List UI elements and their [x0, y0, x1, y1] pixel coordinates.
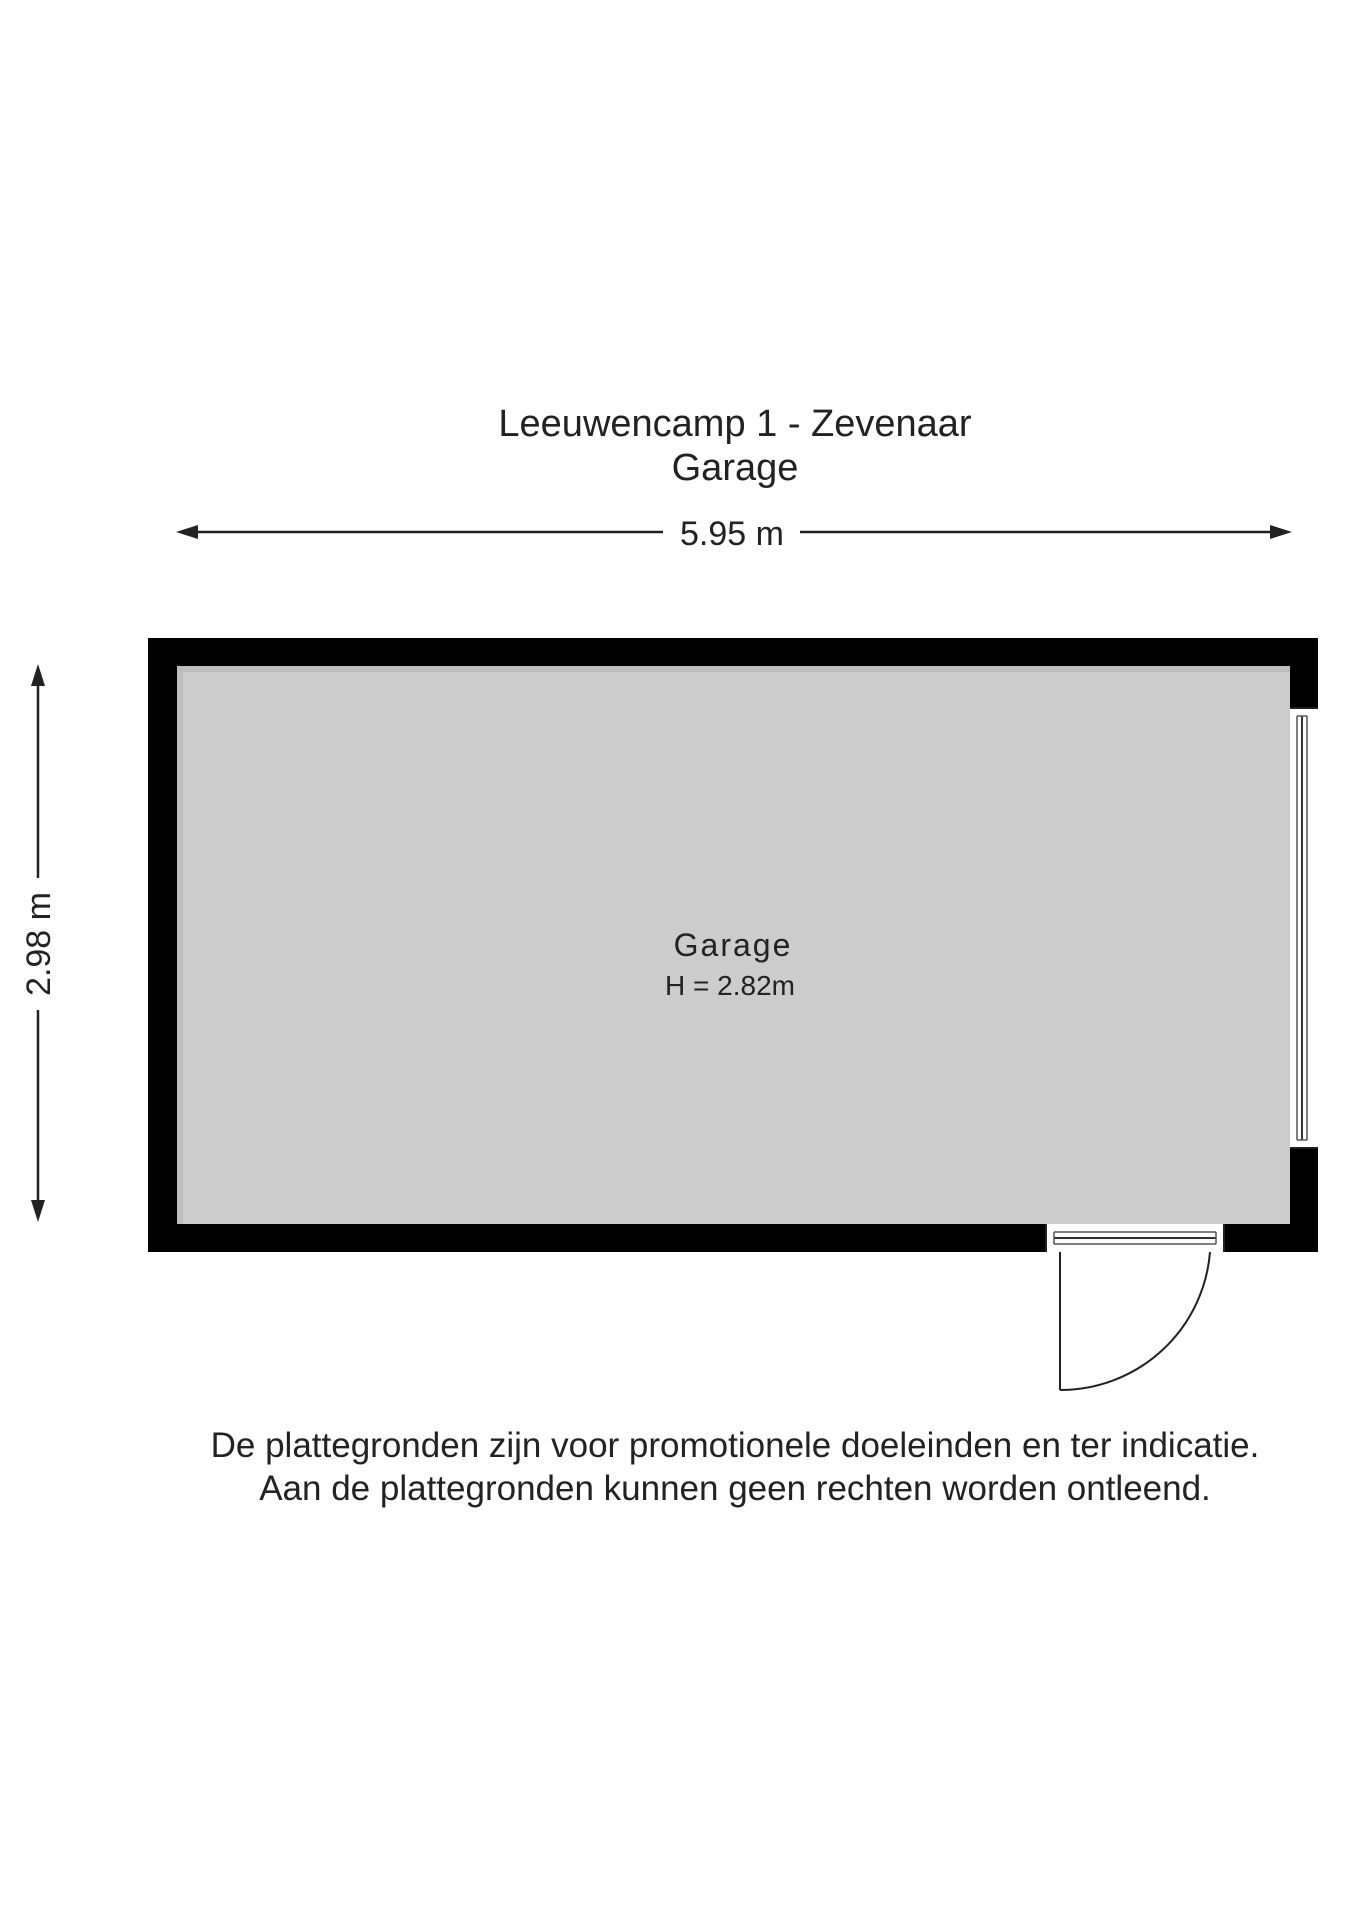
floor-title: Garage — [671, 447, 799, 489]
depth-dimension — [20, 664, 58, 1222]
window — [1290, 708, 1318, 1148]
arrow-up-icon — [31, 664, 45, 686]
arrow-down-icon — [31, 1200, 45, 1222]
width-dimension — [176, 515, 1292, 553]
room-name-label: Garage — [673, 927, 793, 963]
room-height-label: H = 2.82m — [665, 970, 795, 1001]
disclaimer-line-1: De plattegronden zijn voor promotionele doeleinden en ter indicatie. — [210, 1426, 1260, 1465]
disclaimer-text — [0, 1424, 1358, 1510]
arrow-left-icon — [176, 525, 198, 539]
door-swing-arc — [1060, 1252, 1210, 1390]
depth-label: 2.98 m — [20, 892, 58, 996]
width-label: 5.95 m — [680, 515, 784, 553]
disclaimer-line-2: Aan de plattegronden kunnen geen rechten worden ontleend. — [259, 1469, 1211, 1508]
address-title: Leeuwencamp 1 - Zevenaar — [498, 403, 972, 445]
door — [1046, 1224, 1224, 1390]
arrow-right-icon — [1270, 525, 1292, 539]
